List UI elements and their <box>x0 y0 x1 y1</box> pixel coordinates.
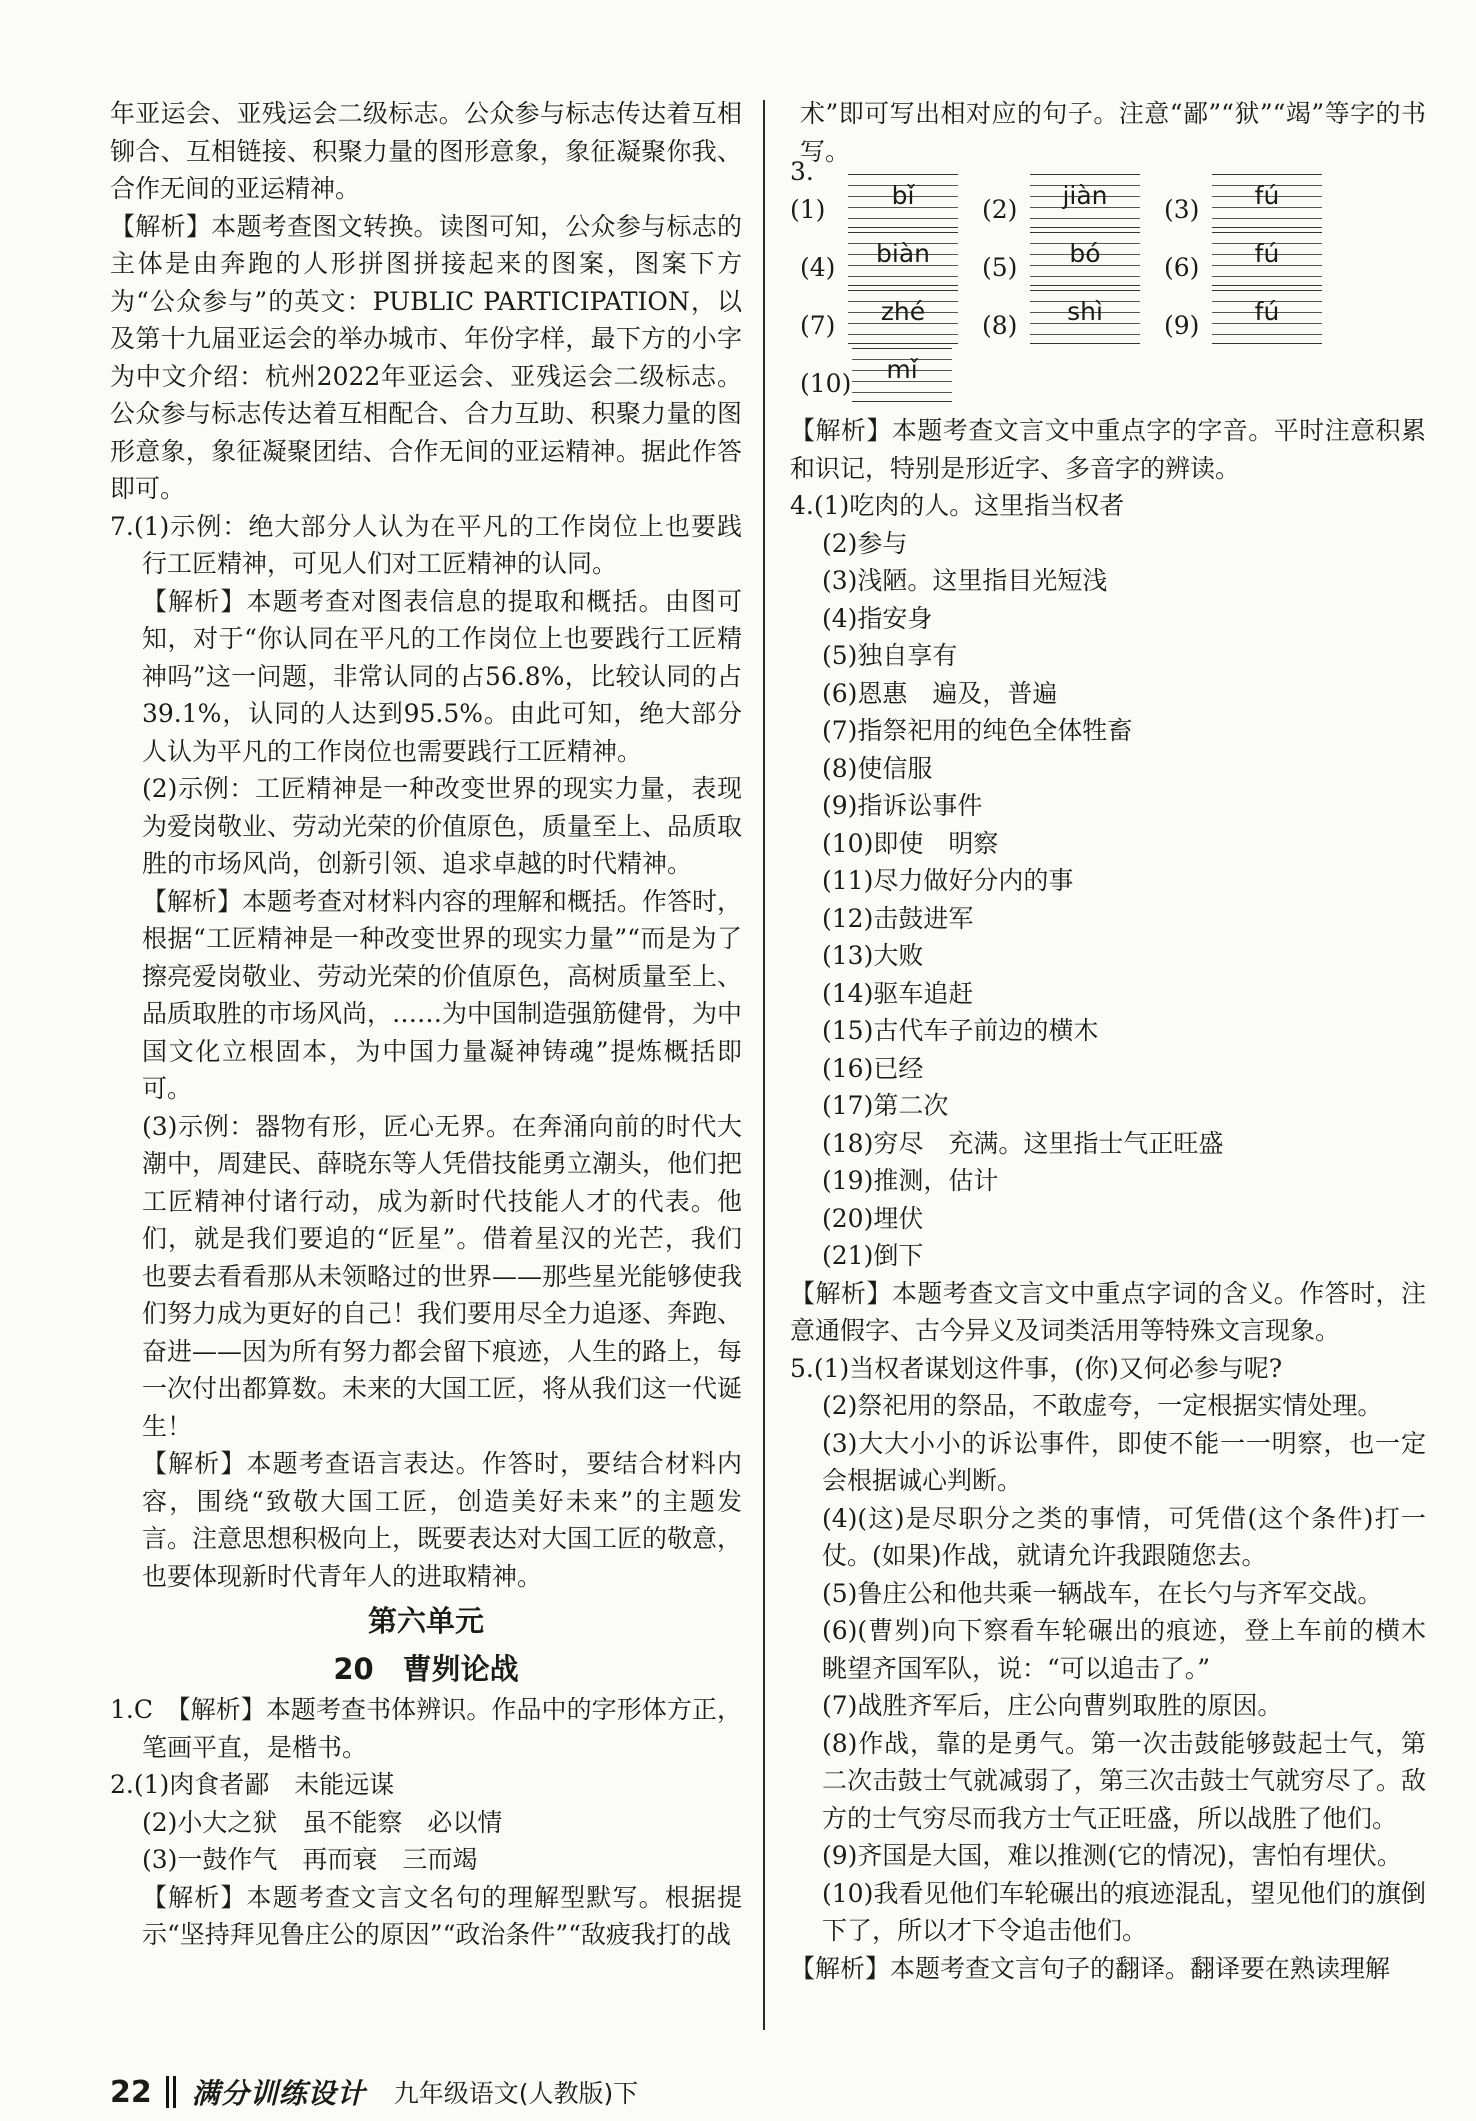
pinyin-row <box>790 228 1426 286</box>
pinyin-row <box>790 344 1426 402</box>
analysis-paragraph: 【解析】本题考查文言文中重点字的字音。平时注意积累和识记，特别是形近字、多音字的辨读。 <box>790 416 1426 483</box>
pinyin-answer: fú <box>1254 297 1280 326</box>
pinyin-item <box>1164 174 1332 228</box>
left-column <box>110 95 742 1954</box>
translation-item: (2)祭祀用的祭品，不敢虚夸，一定根据实情处理。 <box>822 1391 1383 1420</box>
pinyin-item <box>1164 290 1332 344</box>
pinyin-item <box>790 348 958 402</box>
answer-item: (14)驱车追赶 <box>822 978 974 1008</box>
pinyin-item <box>790 290 958 344</box>
question-7-part-1: 7.(1)示例：绝大部分人认为在平凡的工作岗位上也要践行工匠精神，可见人们对工匠精神的认同。 <box>110 511 742 578</box>
pinyin-number: (2) <box>982 194 1018 224</box>
pinyin-lines <box>848 174 958 228</box>
question-4-part-1: 4.(1)吃肉的人。这里指当权者 <box>790 491 1125 520</box>
footer-bar <box>173 2076 176 2108</box>
pinyin-row <box>790 157 1426 228</box>
answer-item: (10)即使 明察 <box>822 828 999 858</box>
answer-item: (20)埋伏 <box>822 1203 924 1233</box>
pinyin-row <box>790 286 1426 344</box>
translation-item: (6)(曹刿)向下察看车轮碾出的痕迹，登上车前的横木眺望齐国军队，说：“可以追击了。” <box>822 1616 1426 1683</box>
footer-bar <box>166 2076 169 2108</box>
answer-item: (8)使信服 <box>822 753 933 783</box>
translation-item: (5)鲁庄公和他共乘一辆战车，在长勺与齐军交战。 <box>822 1578 1383 1608</box>
pinyin-item <box>790 153 958 228</box>
pinyin-answer: biàn <box>876 239 930 268</box>
answer-item: (18)穷尽 充满。这里指士气正旺盛 <box>822 1128 1224 1158</box>
question-2-part-3: (3)一鼓作气 再而衰 三而竭 <box>142 1845 478 1874</box>
paragraph: 年亚运会、亚残运会二级标志。公众参与标志传达着互相铆合、互相链接、积聚力量的图形意象，象征凝聚你我、合作无间的亚运精神。 <box>110 99 742 203</box>
pinyin-number: (10) <box>800 368 852 398</box>
pinyin-lines <box>1030 174 1140 228</box>
pinyin-number: (9) <box>1164 310 1200 340</box>
analysis-paragraph: 【解析】本题考查文言文名句的理解型默写。根据提示“坚持拜见鲁庄公的原因”“政治条件”“敌疲我打的战 <box>142 1882 742 1949</box>
pinyin-answer: fú <box>1254 181 1280 210</box>
answer-item: (7)指祭祀用的纯色全体牲畜 <box>822 716 1133 745</box>
pinyin-lines <box>848 290 958 344</box>
answer-item: (15)古代车子前边的横木 <box>822 1016 1099 1045</box>
translation-item: (8)作战，靠的是勇气。第一次击鼓能够鼓起士气，第二次击鼓士气就减弱了，第三次击鼓士气就穷尽了。敌方的士气穷尽而我方士气正旺盛，所以战胜了他们。 <box>822 1728 1426 1833</box>
answer-item: (9)指诉讼事件 <box>822 791 983 820</box>
translation-item: (7)战胜齐军后，庄公向曹刿取胜的原因。 <box>822 1691 1283 1720</box>
right-column <box>790 95 1426 1987</box>
pinyin-lines <box>852 348 952 402</box>
pinyin-number: (4) <box>800 252 836 282</box>
page-number: 22 <box>110 2074 152 2110</box>
answer-item: (21)倒下 <box>822 1241 924 1270</box>
question-5-part-1: 5.(1)当权者谋划这件事，(你)又何必参与呢? <box>790 1353 1283 1383</box>
analysis-paragraph: 【解析】本题考查对材料内容的理解和概括。作答时，根据“工匠精神是一种改变世界的现实力量”“而是为了擦亮爱岗敬业、劳动光荣的价值原色，高树质量至上、品质取胜的市场风尚，……为中国制造强筋健骨，为中国文化立根固本，为中国力量凝神铸魂”提炼概括即可。 <box>142 886 743 1103</box>
page-footer <box>110 2072 638 2112</box>
translation-item: (10)我看见他们车轮碾出的痕迹混乱，望见他们的旗倒下了，所以才下令追击他们。 <box>822 1878 1426 1945</box>
answer-item: (6)恩惠 遍及，普遍 <box>822 678 1058 708</box>
translation-item: (4)(这)是尽职分之类的事情，可凭借(这个条件)打一仗。(如果)作战，就请允许我跟随您去。 <box>822 1503 1426 1570</box>
answer-item: (16)已经 <box>822 1053 924 1083</box>
pinyin-answer: jiàn <box>1062 181 1108 210</box>
unit-heading: 第六单元 <box>367 1604 484 1638</box>
question-7-part-2: (2)示例：工匠精神是一种改变世界的现实力量，表现为爱岗敬业、劳动光荣的价值原色，质量至上、品质取胜的市场风尚，创新引领、追求卓越的时代精神。 <box>142 774 743 878</box>
pinyin-lines <box>848 232 958 286</box>
analysis-paragraph: 【解析】本题考查对图表信息的提取和概括。由图可知，对于“你认同在平凡的工作岗位上也要践行工匠精神吗”这一问题，非常认同的占56.8%，比较认同的占39.1%，认同的人达到95.5%。由此可知，绝大部分人认为平凡的工作岗位也需要践行工匠精神。 <box>142 586 742 766</box>
pinyin-answer: fú <box>1254 239 1280 268</box>
pinyin-answer: bó <box>1069 239 1101 268</box>
lesson-heading: 20 曹刿论战 <box>333 1652 519 1686</box>
answer-item: (5)独自享有 <box>822 641 958 670</box>
translation-item: (9)齐国是大国，难以推测(它的情况)，害怕有埋伏。 <box>822 1841 1402 1870</box>
book-title: 九年级语文(人教版)下 <box>393 2079 639 2108</box>
pinyin-item <box>790 232 958 286</box>
pinyin-lines <box>1212 232 1322 286</box>
pinyin-grid <box>790 157 1426 402</box>
analysis-paragraph: 【解析】本题考查语言表达。作答时，要结合材料内容，围绕“致敬大国工匠，创造美好未来”的主题发言。注意思想积极向上，既要表达对大国工匠的敬意，也要体现新时代青年人的进取精神。 <box>142 1449 743 1591</box>
analysis-paragraph: 【解析】本题考查文言句子的翻译。翻译要在熟读理解 <box>790 1953 1391 1983</box>
answer-item: (13)大败 <box>822 941 924 970</box>
translation-item: (3)大大小小的诉讼事件，即使不能一一明察，也一定会根据诚心判断。 <box>822 1428 1426 1495</box>
pinyin-number: (7) <box>800 310 836 340</box>
pinyin-lines <box>1212 174 1322 228</box>
pinyin-item <box>1164 232 1332 286</box>
question-4-list <box>790 525 1426 1275</box>
pinyin-lines <box>1030 290 1140 344</box>
pinyin-answer: bǐ <box>891 181 915 210</box>
pinyin-answer: shì <box>1067 297 1103 326</box>
pinyin-item <box>982 232 1150 286</box>
pinyin-item <box>982 174 1150 228</box>
pinyin-answer: zhé <box>880 297 926 326</box>
pinyin-number: (5) <box>982 252 1018 282</box>
answer-item: (19)推测，估计 <box>822 1166 999 1195</box>
analysis-paragraph: 【解析】本题考查图文转换。读图可知，公众参与标志的主体是由奔跑的人形拼图拼接起来的图案，图案下方为“公众参与”的英文：PUBLIC PARTICIPATION，以及第十九届亚运会的举办城市、年份字样，最下方的小字为中文介绍：杭州2022年亚运会、亚残运会二级标志。公众参与标志传达着互相配合、合力互助、积聚力量的图形意象，象征凝聚团结、合作无间的亚运精神。据此作答即可。 <box>110 211 742 503</box>
pinyin-number: (3) <box>1164 194 1200 224</box>
question-5-list <box>790 1387 1426 1950</box>
pinyin-lines <box>1030 232 1140 286</box>
question-7-part-3: (3)示例：器物有形，匠心无界。在奔涌向前的时代大潮中，周建民、薛晓东等人凭借技能勇立潮头，他们把工匠精神付诸行动，成为新时代技能人才的代表。他们，就是我们要追的“匠星”。借着星汉的光芒，我们也要去看看那从未领略过的世界——那些星光能够使我们努力成为更好的自己！我们要用尽全力追逐、奔跑、奋进——因为所有努力都会留下痕迹，人生的路上，每一次付出都算数。未来的大国工匠，将从我们这一代诞生！ <box>142 1111 743 1441</box>
answer-item: (17)第二次 <box>822 1091 949 1120</box>
question-2-part-1: 2.(1)肉食者鄙 未能远谋 <box>110 1770 395 1799</box>
column-divider <box>763 100 765 2030</box>
answer-item: (12)击鼓进军 <box>822 903 974 933</box>
answer-item: (11)尽力做好分内的事 <box>822 866 1074 895</box>
pinyin-number: (8) <box>982 310 1018 340</box>
pinyin-item <box>982 290 1150 344</box>
pinyin-lines <box>1212 290 1322 344</box>
pinyin-answer: mǐ <box>886 355 918 384</box>
answer-item: (3)浅陋。这里指目光短浅 <box>822 566 1108 595</box>
answer-item: (2)参与 <box>822 528 908 558</box>
pinyin-number: 3.(1) <box>790 157 826 224</box>
question-2-part-2: (2)小大之狱 虽不能察 必以情 <box>142 1807 503 1837</box>
answer-item: (4)指安身 <box>822 603 933 633</box>
paragraph: 术”即可写出相对应的句子。注意“鄙”“狱”“竭”等字的书写。 <box>800 99 1426 166</box>
pinyin-number: (6) <box>1164 252 1200 282</box>
question-1: 1.C 【解析】本题考查书体辨识。作品中的字形体方正，笔画平直，是楷书。 <box>110 1695 742 1762</box>
brand-logo-text: 满分训练设计 <box>191 2077 366 2110</box>
analysis-paragraph: 【解析】本题考查文言文中重点字词的含义。作答时，注意通假字、古今异义及词类活用等特殊文言现象。 <box>790 1278 1426 1345</box>
